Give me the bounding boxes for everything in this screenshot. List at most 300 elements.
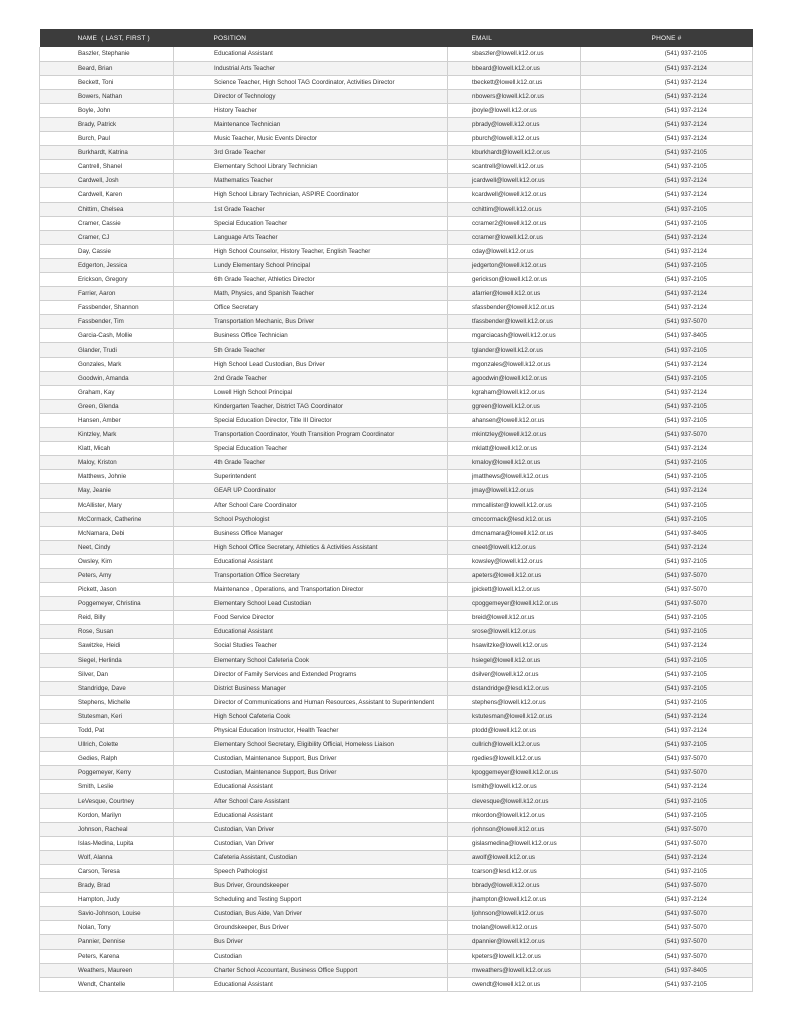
- staff-directory-table: [39, 29, 753, 992]
- cell-name: Erickson, Gregory: [40, 273, 174, 287]
- cell-email: cday@lowell.k12.or.us: [448, 244, 581, 258]
- cell-phone: (541) 937-5070: [581, 822, 753, 836]
- cell-email: jcardwell@lowell.k12.or.us: [448, 174, 581, 188]
- cell-name: Johnson, Racheal: [40, 822, 174, 836]
- table-row: [40, 174, 753, 188]
- table-row: [40, 428, 753, 442]
- cell-email: hsiegel@lowell.k12.or.us: [448, 653, 581, 667]
- cell-name: Fassbender, Shannon: [40, 301, 174, 315]
- column-header-name: [40, 29, 174, 47]
- cell-phone: (541) 937-2105: [581, 216, 753, 230]
- cell-phone: (541) 937-2105: [581, 413, 753, 427]
- cell-phone: (541) 937-5070: [581, 597, 753, 611]
- cell-position: Bus Driver: [174, 935, 448, 949]
- cell-name: Owsley, Kim: [40, 554, 174, 568]
- table-row: [40, 625, 753, 639]
- cell-email: breid@lowell.k12.or.us: [448, 611, 581, 625]
- table-row: [40, 681, 753, 695]
- cell-email: lsmith@lowell.k12.or.us: [448, 780, 581, 794]
- cell-name: Peters, Amy: [40, 568, 174, 582]
- cell-email: kcardwell@lowell.k12.or.us: [448, 188, 581, 202]
- table-row: [40, 47, 753, 61]
- table-row: [40, 568, 753, 582]
- table-row: [40, 752, 753, 766]
- cell-phone: (541) 937-2105: [581, 554, 753, 568]
- cell-email: nbowers@lowell.k12.or.us: [448, 89, 581, 103]
- cell-phone: (541) 937-2105: [581, 808, 753, 822]
- table-row: [40, 709, 753, 723]
- table-row: [40, 498, 753, 512]
- cell-name: Kintzley, Mark: [40, 428, 174, 442]
- cell-phone: (541) 937-2124: [581, 89, 753, 103]
- table-row: [40, 61, 753, 75]
- cell-email: mgarciacash@lowell.k12.or.us: [448, 329, 581, 343]
- cell-name: Cramer, CJ: [40, 230, 174, 244]
- cell-position: Educational Assistant: [174, 808, 448, 822]
- table-row: [40, 822, 753, 836]
- cell-name: Islas-Medina, Lupita: [40, 836, 174, 850]
- table-row: [40, 301, 753, 315]
- cell-email: jmatthews@lowell.k12.or.us: [448, 470, 581, 484]
- cell-email: ljohnson@lowell.k12.or.us: [448, 907, 581, 921]
- cell-phone: (541) 937-2105: [581, 977, 753, 991]
- cell-position: Director of Communications and Human Resources, Assistant to Superintendent: [174, 695, 448, 709]
- cell-phone: (541) 937-2124: [581, 174, 753, 188]
- cell-phone: (541) 937-5070: [581, 315, 753, 329]
- cell-position: Transportation Office Secretary: [174, 568, 448, 582]
- cell-name: May, Jeanie: [40, 484, 174, 498]
- cell-name: Cardwell, Josh: [40, 174, 174, 188]
- cell-name: Cramer, Cassie: [40, 216, 174, 230]
- cell-name: Sawitzke, Heidi: [40, 639, 174, 653]
- cell-email: scantrell@lowell.k12.or.us: [448, 160, 581, 174]
- cell-name: Gonzales, Mark: [40, 357, 174, 371]
- table-row: [40, 808, 753, 822]
- cell-position: Superintendent: [174, 470, 448, 484]
- cell-name: Farrier, Aaron: [40, 287, 174, 301]
- cell-email: jedgerton@lowell.k12.or.us: [448, 258, 581, 272]
- table-row: [40, 413, 753, 427]
- table-row: [40, 287, 753, 301]
- cell-position: Mathematics Teacher: [174, 174, 448, 188]
- cell-email: ptodd@lowell.k12.or.us: [448, 724, 581, 738]
- cell-position: Food Service Director: [174, 611, 448, 625]
- cell-phone: (541) 937-2105: [581, 738, 753, 752]
- cell-phone: (541) 937-5070: [581, 879, 753, 893]
- cell-name: Standridge, Dave: [40, 681, 174, 695]
- table-row: [40, 766, 753, 780]
- table-row: [40, 117, 753, 131]
- cell-position: Custodian, Maintenance Support, Bus Driver: [174, 766, 448, 780]
- cell-email: jhampton@lowell.k12.or.us: [448, 893, 581, 907]
- table-row: [40, 611, 753, 625]
- cell-position: After School Care Coordinator: [174, 498, 448, 512]
- table-row: [40, 893, 753, 907]
- table-row: [40, 146, 753, 160]
- cell-position: 2nd Grade Teacher: [174, 371, 448, 385]
- table-row: [40, 639, 753, 653]
- cell-position: Transportation Coordinator, Youth Transition Program Coordinator: [174, 428, 448, 442]
- cell-position: School Psychologist: [174, 512, 448, 526]
- cell-name: Stutesman, Keri: [40, 709, 174, 723]
- cell-email: mkordon@lowell.k12.or.us: [448, 808, 581, 822]
- cell-name: LeVesque, Courtney: [40, 794, 174, 808]
- cell-position: Special Education Teacher: [174, 442, 448, 456]
- cell-name: Stephens, Michelle: [40, 695, 174, 709]
- cell-position: High School Lead Custodian, Bus Driver: [174, 357, 448, 371]
- cell-email: dpannier@lowell.k12.or.us: [448, 935, 581, 949]
- cell-phone: (541) 937-2124: [581, 780, 753, 794]
- cell-email: mkintzley@lowell.k12.or.us: [448, 428, 581, 442]
- cell-phone: (541) 937-5070: [581, 949, 753, 963]
- table-row: [40, 216, 753, 230]
- cell-position: Elementary School Cafeteria Cook: [174, 653, 448, 667]
- table-row: [40, 484, 753, 498]
- cell-phone: (541) 937-2105: [581, 202, 753, 216]
- cell-name: Beckett, Toni: [40, 75, 174, 89]
- cell-position: High School Counselor, History Teacher, English Teacher: [174, 244, 448, 258]
- cell-phone: (541) 937-2124: [581, 639, 753, 653]
- cell-phone: (541) 937-8405: [581, 329, 753, 343]
- cell-email: dmcnamara@lowell.k12.or.us: [448, 526, 581, 540]
- cell-email: dstandridge@lesd.k12.or.us: [448, 681, 581, 695]
- table-row: [40, 780, 753, 794]
- cell-position: GEAR UP Coordinator: [174, 484, 448, 498]
- cell-phone: (541) 937-2124: [581, 484, 753, 498]
- table-body: [40, 47, 753, 991]
- cell-email: cwendt@lowell.k12.or.us: [448, 977, 581, 991]
- table-row: [40, 512, 753, 526]
- cell-position: Educational Assistant: [174, 625, 448, 639]
- cell-position: Elementary School Secretary, Eligibility Official, Homeless Liaison: [174, 738, 448, 752]
- cell-phone: (541) 937-2105: [581, 695, 753, 709]
- cell-email: cmccormack@lesd.k12.or.us: [448, 512, 581, 526]
- cell-phone: (541) 937-2105: [581, 864, 753, 878]
- cell-name: Maloy, Kriston: [40, 456, 174, 470]
- cell-email: tglander@lowell.k12.or.us: [448, 343, 581, 357]
- cell-name: Pannier, Dennise: [40, 935, 174, 949]
- cell-phone: (541) 937-8405: [581, 526, 753, 540]
- cell-name: Hansen, Amber: [40, 413, 174, 427]
- cell-position: High School Office Secretary, Athletics & Activities Assistant: [174, 540, 448, 554]
- cell-position: Math, Physics, and Spanish Teacher: [174, 287, 448, 301]
- cell-email: rjohnson@lowell.k12.or.us: [448, 822, 581, 836]
- cell-name: Beard, Brian: [40, 61, 174, 75]
- column-header-phone: PHONE #: [651, 34, 682, 42]
- cell-email: sbaszler@lowell.k12.or.us: [448, 47, 581, 61]
- column-header-email: EMAIL: [471, 34, 493, 42]
- cell-email: kstutesman@lowell.k12.or.us: [448, 709, 581, 723]
- cell-phone: (541) 937-5070: [581, 752, 753, 766]
- cell-phone: (541) 937-2105: [581, 794, 753, 808]
- table-row: [40, 273, 753, 287]
- table-row: [40, 470, 753, 484]
- cell-phone: (541) 937-2105: [581, 146, 753, 160]
- cell-phone: (541) 937-2105: [581, 371, 753, 385]
- cell-position: Educational Assistant: [174, 780, 448, 794]
- cell-name: Chittim, Chelsea: [40, 202, 174, 216]
- cell-position: Physical Education Instructor, Health Teacher: [174, 724, 448, 738]
- table-row: [40, 836, 753, 850]
- cell-name: Nolan, Tony: [40, 921, 174, 935]
- table-row: [40, 738, 753, 752]
- cell-name: Cantrell, Shanel: [40, 160, 174, 174]
- table-row: [40, 258, 753, 272]
- cell-name: Siegel, Herlinda: [40, 653, 174, 667]
- cell-email: tbeckett@lowell.k12.or.us: [448, 75, 581, 89]
- cell-position: Educational Assistant: [174, 977, 448, 991]
- cell-email: ggreen@lowell.k12.or.us: [448, 399, 581, 413]
- cell-position: Director of Family Services and Extended Programs: [174, 667, 448, 681]
- cell-email: stephens@lowell.k12.or.us: [448, 695, 581, 709]
- cell-name: Goodwin, Amanda: [40, 371, 174, 385]
- cell-phone: (541) 937-2124: [581, 850, 753, 864]
- cell-position: Elementary School Lead Custodian: [174, 597, 448, 611]
- column-header-position: POSITION: [213, 34, 247, 42]
- cell-phone: (541) 937-2105: [581, 160, 753, 174]
- cell-email: cpoggemeyer@lowell.k12.or.us: [448, 597, 581, 611]
- cell-name: Cardwell, Karen: [40, 188, 174, 202]
- table-row: [40, 456, 753, 470]
- table-row: [40, 921, 753, 935]
- cell-phone: (541) 937-2124: [581, 893, 753, 907]
- cell-phone: (541) 937-2124: [581, 709, 753, 723]
- cell-phone: (541) 937-2124: [581, 132, 753, 146]
- table-row: [40, 935, 753, 949]
- column-header-name-suffix: ( LAST, FIRST ): [101, 34, 150, 42]
- table-row: [40, 399, 753, 413]
- cell-phone: (541) 937-2124: [581, 61, 753, 75]
- cell-name: Edgerton, Jessica: [40, 258, 174, 272]
- table-row: [40, 75, 753, 89]
- table-header: [40, 29, 753, 47]
- cell-name: Pickett, Jason: [40, 583, 174, 597]
- cell-position: Transportation Mechanic, Bus Driver: [174, 315, 448, 329]
- cell-phone: (541) 937-2124: [581, 188, 753, 202]
- cell-email: jpickett@lowell.k12.or.us: [448, 583, 581, 597]
- cell-name: Rose, Susan: [40, 625, 174, 639]
- cell-email: apeters@lowell.k12.or.us: [448, 568, 581, 582]
- cell-email: kgraham@lowell.k12.or.us: [448, 385, 581, 399]
- cell-phone: (541) 937-2105: [581, 273, 753, 287]
- cell-position: Elementary School Library Technician: [174, 160, 448, 174]
- cell-position: Business Office Technician: [174, 329, 448, 343]
- cell-position: 1st Grade Teacher: [174, 202, 448, 216]
- cell-name: Fassbender, Tim: [40, 315, 174, 329]
- cell-phone: (541) 937-2105: [581, 498, 753, 512]
- cell-email: hsawitzke@lowell.k12.or.us: [448, 639, 581, 653]
- cell-name: Brady, Patrick: [40, 117, 174, 131]
- cell-position: Maintenance Technician: [174, 117, 448, 131]
- cell-phone: (541) 937-2124: [581, 117, 753, 131]
- cell-phone: (541) 937-8405: [581, 963, 753, 977]
- cell-phone: (541) 937-2124: [581, 385, 753, 399]
- cell-phone: (541) 937-2105: [581, 456, 753, 470]
- cell-phone: (541) 937-2105: [581, 681, 753, 695]
- cell-email: tnolan@lowell.k12.or.us: [448, 921, 581, 935]
- cell-name: McCormack, Catherine: [40, 512, 174, 526]
- cell-phone: (541) 937-5070: [581, 766, 753, 780]
- cell-email: ccramer2@lowell.k12.or.us: [448, 216, 581, 230]
- table-row: [40, 315, 753, 329]
- table-row: [40, 963, 753, 977]
- cell-email: rgedies@lowell.k12.or.us: [448, 752, 581, 766]
- cell-position: Maintenance , Operations, and Transportation Director: [174, 583, 448, 597]
- cell-position: Kindergarten Teacher, District TAG Coordinator: [174, 399, 448, 413]
- cell-phone: (541) 937-2124: [581, 230, 753, 244]
- cell-position: Business Office Manager: [174, 526, 448, 540]
- cell-email: dsilver@lowell.k12.or.us: [448, 667, 581, 681]
- cell-position: High School Cafeteria Cook: [174, 709, 448, 723]
- table-row: [40, 695, 753, 709]
- table-row: [40, 977, 753, 991]
- cell-position: Bus Driver, Groundskeeper: [174, 879, 448, 893]
- table-row: [40, 907, 753, 921]
- cell-position: Scheduling and Testing Support: [174, 893, 448, 907]
- table-row: [40, 583, 753, 597]
- cell-position: Custodian, Van Driver: [174, 822, 448, 836]
- cell-name: Wendt, Chantelle: [40, 977, 174, 991]
- cell-phone: (541) 937-5070: [581, 836, 753, 850]
- cell-name: Savio-Johnson, Louise: [40, 907, 174, 921]
- cell-phone: (541) 937-2124: [581, 540, 753, 554]
- cell-email: mmcallister@lowell.k12.or.us: [448, 498, 581, 512]
- cell-phone: (541) 937-2105: [581, 625, 753, 639]
- cell-position: Groundskeeper, Bus Driver: [174, 921, 448, 935]
- cell-name: Reid, Billy: [40, 611, 174, 625]
- cell-name: Bowers, Nathan: [40, 89, 174, 103]
- cell-email: mweathers@lowell.k12.or.us: [448, 963, 581, 977]
- cell-email: ccramer@lowell.k12.or.us: [448, 230, 581, 244]
- cell-position: Custodian, Bus Aide, Van Driver: [174, 907, 448, 921]
- cell-position: Cafeteria Assistant, Custodian: [174, 850, 448, 864]
- cell-name: Matthews, Johnie: [40, 470, 174, 484]
- cell-name: Silver, Dan: [40, 667, 174, 681]
- cell-name: Poggemeyer, Christina: [40, 597, 174, 611]
- table-row: [40, 442, 753, 456]
- cell-name: Klatt, Micah: [40, 442, 174, 456]
- table-row: [40, 329, 753, 343]
- cell-position: Lundy Elementary School Principal: [174, 258, 448, 272]
- cell-name: Peters, Karena: [40, 949, 174, 963]
- cell-email: gislasmedina@lowell.k12.or.us: [448, 836, 581, 850]
- table-row: [40, 540, 753, 554]
- table-row: [40, 879, 753, 893]
- cell-position: Director of Technology: [174, 89, 448, 103]
- cell-name: McAllister, Mary: [40, 498, 174, 512]
- cell-name: Kordon, Marilyn: [40, 808, 174, 822]
- cell-email: pburch@lowell.k12.or.us: [448, 132, 581, 146]
- cell-position: Social Studies Teacher: [174, 639, 448, 653]
- cell-email: cullrich@lowell.k12.or.us: [448, 738, 581, 752]
- cell-email: cneet@lowell.k12.or.us: [448, 540, 581, 554]
- cell-phone: (541) 937-2105: [581, 399, 753, 413]
- cell-name: Gedies, Ralph: [40, 752, 174, 766]
- cell-position: High School Library Technician, ASPIRE Coordinator: [174, 188, 448, 202]
- cell-email: agoodwin@lowell.k12.or.us: [448, 371, 581, 385]
- table-row: [40, 230, 753, 244]
- table-row: [40, 89, 753, 103]
- cell-email: pbrady@lowell.k12.or.us: [448, 117, 581, 131]
- cell-position: Industrial Arts Teacher: [174, 61, 448, 75]
- cell-email: cchittim@lowell.k12.or.us: [448, 202, 581, 216]
- table-row: [40, 103, 753, 117]
- cell-phone: (541) 937-2124: [581, 301, 753, 315]
- cell-email: sfassbender@lowell.k12.or.us: [448, 301, 581, 315]
- cell-email: clevesque@lowell.k12.or.us: [448, 794, 581, 808]
- cell-phone: (541) 937-2105: [581, 258, 753, 272]
- cell-email: gerickson@lowell.k12.or.us: [448, 273, 581, 287]
- table-row: [40, 864, 753, 878]
- cell-position: Educational Assistant: [174, 554, 448, 568]
- cell-email: bbeard@lowell.k12.or.us: [448, 61, 581, 75]
- table-row: [40, 343, 753, 357]
- cell-position: District Business Manager: [174, 681, 448, 695]
- cell-name: Wolf, Alanna: [40, 850, 174, 864]
- cell-email: afarrier@lowell.k12.or.us: [448, 287, 581, 301]
- table-row: [40, 357, 753, 371]
- cell-phone: (541) 937-2105: [581, 653, 753, 667]
- cell-name: Green, Glenda: [40, 399, 174, 413]
- cell-phone: (541) 937-2105: [581, 470, 753, 484]
- cell-name: Burch, Paul: [40, 132, 174, 146]
- cell-position: After School Care Assistant: [174, 794, 448, 808]
- table-row: [40, 188, 753, 202]
- table-row: [40, 724, 753, 738]
- cell-phone: (541) 937-2105: [581, 343, 753, 357]
- cell-position: Charter School Accountant, Business Office Support: [174, 963, 448, 977]
- table-row: [40, 526, 753, 540]
- table-row: [40, 244, 753, 258]
- cell-email: jboyle@lowell.k12.or.us: [448, 103, 581, 117]
- table-row: [40, 554, 753, 568]
- cell-email: tcarson@lesd.k12.or.us: [448, 864, 581, 878]
- cell-name: Smith, Leslie: [40, 780, 174, 794]
- header-row: [40, 29, 753, 47]
- cell-position: Language Arts Teacher: [174, 230, 448, 244]
- cell-phone: (541) 937-2124: [581, 442, 753, 456]
- cell-name: Baszler, Stephanie: [40, 47, 174, 61]
- cell-name: Day, Cassie: [40, 244, 174, 258]
- cell-position: Speech Pathologist: [174, 864, 448, 878]
- cell-name: Boyle, John: [40, 103, 174, 117]
- table-row: [40, 202, 753, 216]
- cell-phone: (541) 937-2124: [581, 287, 753, 301]
- cell-phone: (541) 937-5070: [581, 583, 753, 597]
- cell-phone: (541) 937-2124: [581, 724, 753, 738]
- cell-position: Special Education Director, Title III Director: [174, 413, 448, 427]
- cell-email: mgonzales@lowell.k12.or.us: [448, 357, 581, 371]
- cell-name: Todd, Pat: [40, 724, 174, 738]
- cell-position: Custodian: [174, 949, 448, 963]
- cell-name: Poggemeyer, Kerry: [40, 766, 174, 780]
- cell-email: kpoggemeyer@lowell.k12.or.us: [448, 766, 581, 780]
- cell-email: kowsley@lowell.k12.or.us: [448, 554, 581, 568]
- cell-phone: (541) 937-5070: [581, 428, 753, 442]
- cell-name: Carson, Teresa: [40, 864, 174, 878]
- cell-email: ahansen@lowell.k12.or.us: [448, 413, 581, 427]
- cell-email: awolf@lowell.k12.or.us: [448, 850, 581, 864]
- cell-position: Educational Assistant: [174, 47, 448, 61]
- cell-phone: (541) 937-2105: [581, 47, 753, 61]
- table-row: [40, 371, 753, 385]
- cell-position: Custodian, Van Driver: [174, 836, 448, 850]
- table-row: [40, 850, 753, 864]
- cell-name: Weathers, Maureen: [40, 963, 174, 977]
- cell-position: Music Teacher, Music Events Director: [174, 132, 448, 146]
- cell-name: Burkhardt, Katrina: [40, 146, 174, 160]
- cell-phone: (541) 937-2105: [581, 611, 753, 625]
